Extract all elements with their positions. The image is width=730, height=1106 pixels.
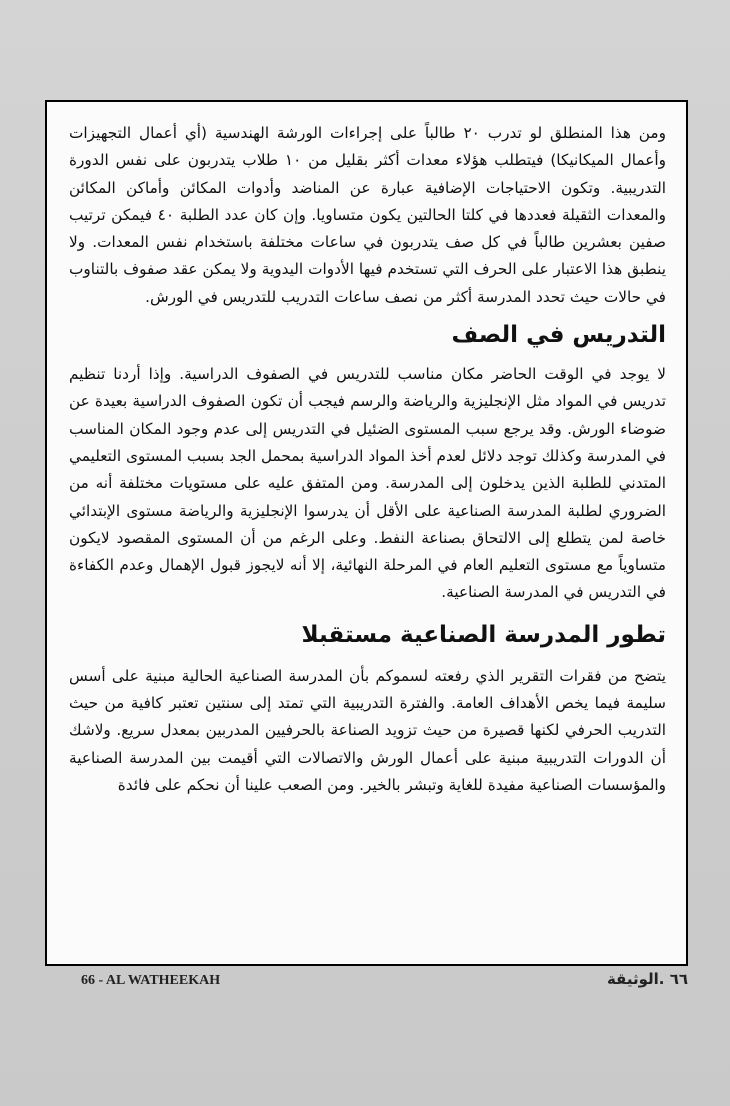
paragraph-classroom-teaching: لا يوجد في الوقت الحاضر مكان مناسب للتدريس في الصفوف الدراسية. وإذا أردنا تنظيم تدريس في المواد مثل الإنجليزية والرياضة والرسم فيجب أن تكون الصفوف الدراسية بعيدة عن ضوضاء الورش. وقد يرجع سبب المستوى الضئيل في التدريس إلى عدم وجود المكان المناسب في المدرسة وكذلك توجد دلائل لعدم أخذ المواد الدراسية بمحمل الجد بسبب المستوى التعليمي المتدني للطلبة الذين يدخلون إلى المدرسة. ومن المتفق عليه على مستويات مختلفة أنه من الضروري لطلبة المدرسة الصناعية على الأقل أن يدرسوا الإنجليزية والرياضة مستوى الإبتدائي خاصة لمن يتطلع إلى الالتحاق بصناعة النفط. وعلى الرغم من أن المستوى المقصود لايكون متساوياً مع مستوى التعليم العام في المرحلة النهائية، إلا أنه لايجوز قبول الإهمال وعدم الكفاءة في التدريس في المدرسة الصناعية. <box>69 365 666 602</box>
text-frame <box>45 100 688 966</box>
heading-classroom-teaching: التدريس في الصف <box>451 322 666 349</box>
paragraph-workshop-training: ومن هذا المنطلق لو تدرب ٢٠ طالباً على إجراءات الورشة الهندسية (أي أعمال التجهيزات وأعمال الميكانيكا) فيتطلب هؤلاء معدات أكثر بقليل من ١٠ طلاب يتدربون على نفس الدورة التدريبية. وتكون الاحتياجات الإضافية عبارة عن المناضد وأدوات المكائن وأماكن المكائن والمعدات الثقيلة فعددها في كلتا الحالتين يكون متساويا. وإن كان عدد الطلبة ٤٠ فيمكن ترتيب صفين بعشرين طالباً في كل صف يتدربون في ساعات مختلفة باستخدام نفس المعدات. ولا ينطبق هذا الاعتبار على الحرف التي تستخدم فيها الأدوات اليدوية ولا يمكن عقد صفوف بالتناوب في حالات حيث تحدد المدرسة أكثر من نصف ساعات التدريب للتدريس في الورش. <box>69 124 666 306</box>
heading-future-development: تطور المدرسة الصناعية مستقبلا <box>301 621 666 648</box>
footer-page-label-english: 66 - AL WATHEEKAH <box>81 973 221 988</box>
paragraph-future-development: يتضح من فقرات التقرير الذي رفعته لسموكم بأن المدرسة الصناعية الحالية مبنية على أسس سليمة فيما يخص الأهداف العامة. والفترة التدريبية التي تمتد إلى سنتين تعتبر كافية من حيث التدريب الحرفي لكنها قصيرة من حيث تزويد الصناعة بالحرفيين المدربين بمعدل سريع. ولاشك أن الدورات التدريبية مبنية على أعمال الورش والاتصالات التي أقيمت بين المدرسة الصناعية والمؤسسات الصناعية مفيدة للغاية وتبشر بالخير. ومن الصعب علينا أن نحكم على فائدة <box>69 666 666 794</box>
footer-page-label-arabic: ٦٦ .الوثيقة <box>606 970 688 988</box>
article-body <box>69 120 666 952</box>
